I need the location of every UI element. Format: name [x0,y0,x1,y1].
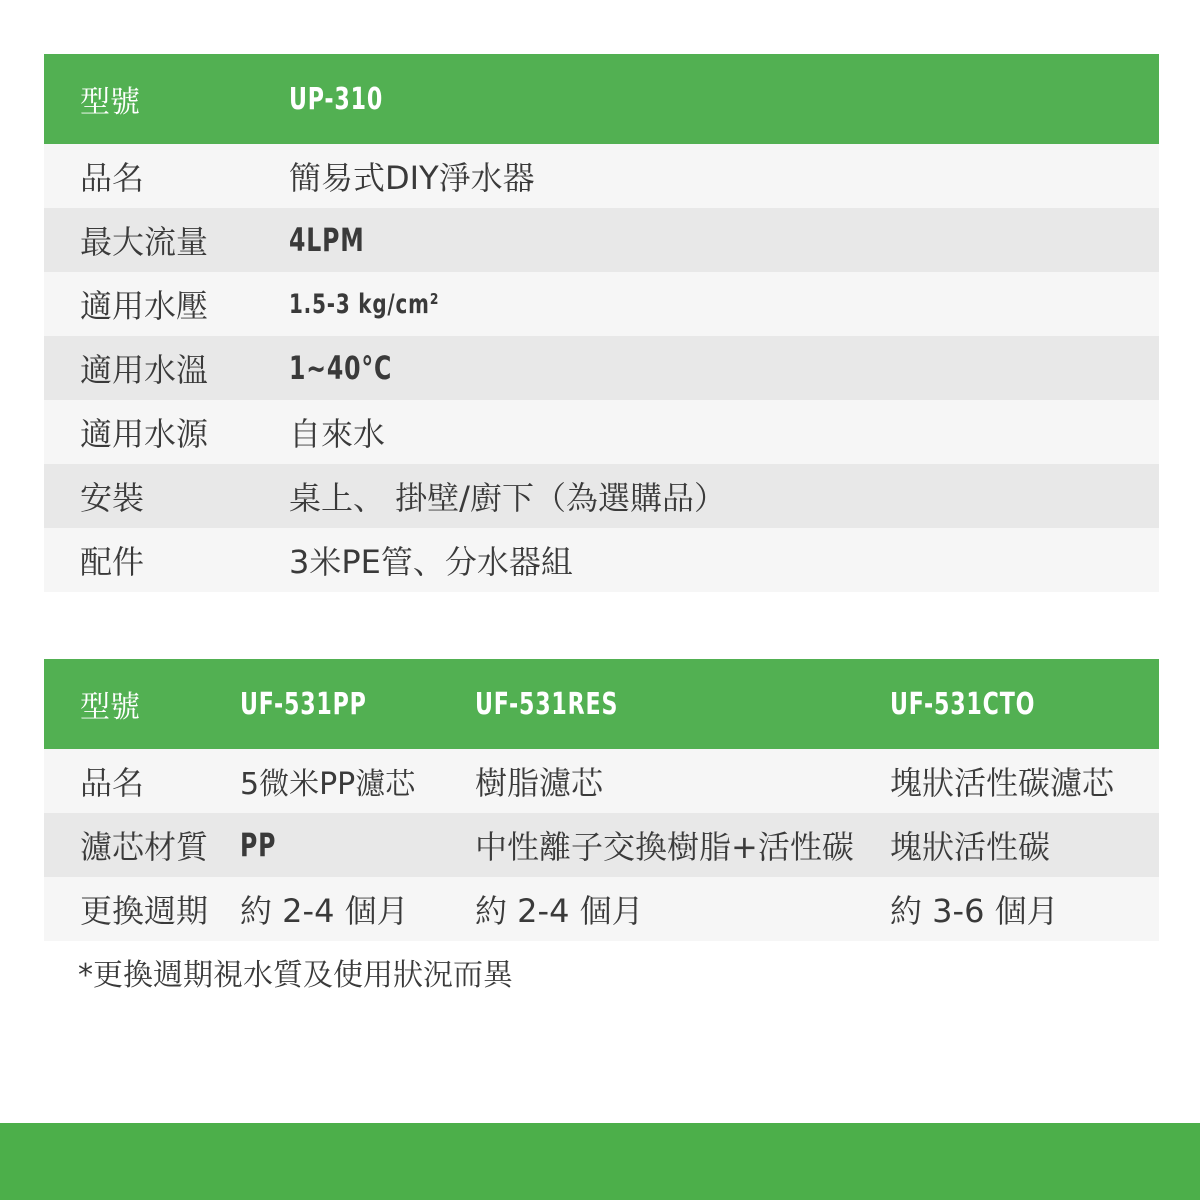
row-value: 4LPM [289,221,365,259]
row-value-pp: 5微米PP濾芯 [240,767,416,802]
row-label: 濾芯材質 [80,828,209,866]
filter-spec-table [44,659,1159,941]
row-label: 適用水壓 [80,287,209,325]
header-model-res: UF-531RES [475,686,619,722]
table-row [44,749,1159,813]
header-model-cto: UF-531CTO [890,686,1036,722]
row-value: 桌上、 掛壁/廚下（為選購品） [289,479,726,517]
row-value: 1~40°C [289,349,393,387]
table-row [44,464,1159,528]
header-label: 型號 [80,85,140,120]
table-row [44,528,1159,592]
table-row [44,272,1159,336]
row-value-cto: 塊狀活性碳 [890,828,1051,866]
header-model-pp: UF-531PP [240,686,367,722]
row-value: 簡易式DIY淨水器 [289,159,535,197]
table-row [44,400,1159,464]
row-value-cto: 塊狀活性碳濾芯 [890,764,1115,802]
table-header-row [44,54,1159,144]
row-label: 適用水溫 [80,351,209,389]
spec-table-up310 [44,54,1159,592]
row-value: 自來水 [289,415,386,453]
table-row [44,336,1159,400]
row-value: 1.5-3 kg/cm² [289,288,440,320]
table-header-row [44,659,1159,749]
footer-bar [0,1123,1200,1200]
row-value-pp: 約 2-4 個月 [240,892,409,930]
header-model: UP-310 [289,81,384,117]
row-label: 更換週期 [80,892,209,930]
row-value-pp: PP [240,826,277,864]
header-label: 型號 [80,690,140,725]
row-label: 安裝 [80,479,145,517]
table-row [44,144,1159,208]
row-label: 最大流量 [80,223,209,261]
row-value-res: 樹脂濾芯 [475,764,604,802]
row-value-res: 約 2-4 個月 [475,892,644,930]
table-row [44,877,1159,941]
row-value-cto: 約 3-6 個月 [890,892,1059,930]
row-label: 配件 [80,543,145,581]
row-value: 3米PE管、分水器組 [289,543,573,581]
row-label: 適用水源 [80,415,209,453]
footnote: *更換週期視水質及使用狀況而異 [78,958,513,993]
row-label: 品名 [80,159,145,197]
row-label: 品名 [80,764,145,802]
table-row [44,208,1159,272]
row-value-res: 中性離子交換樹脂+活性碳 [475,828,854,866]
table-row [44,813,1159,877]
